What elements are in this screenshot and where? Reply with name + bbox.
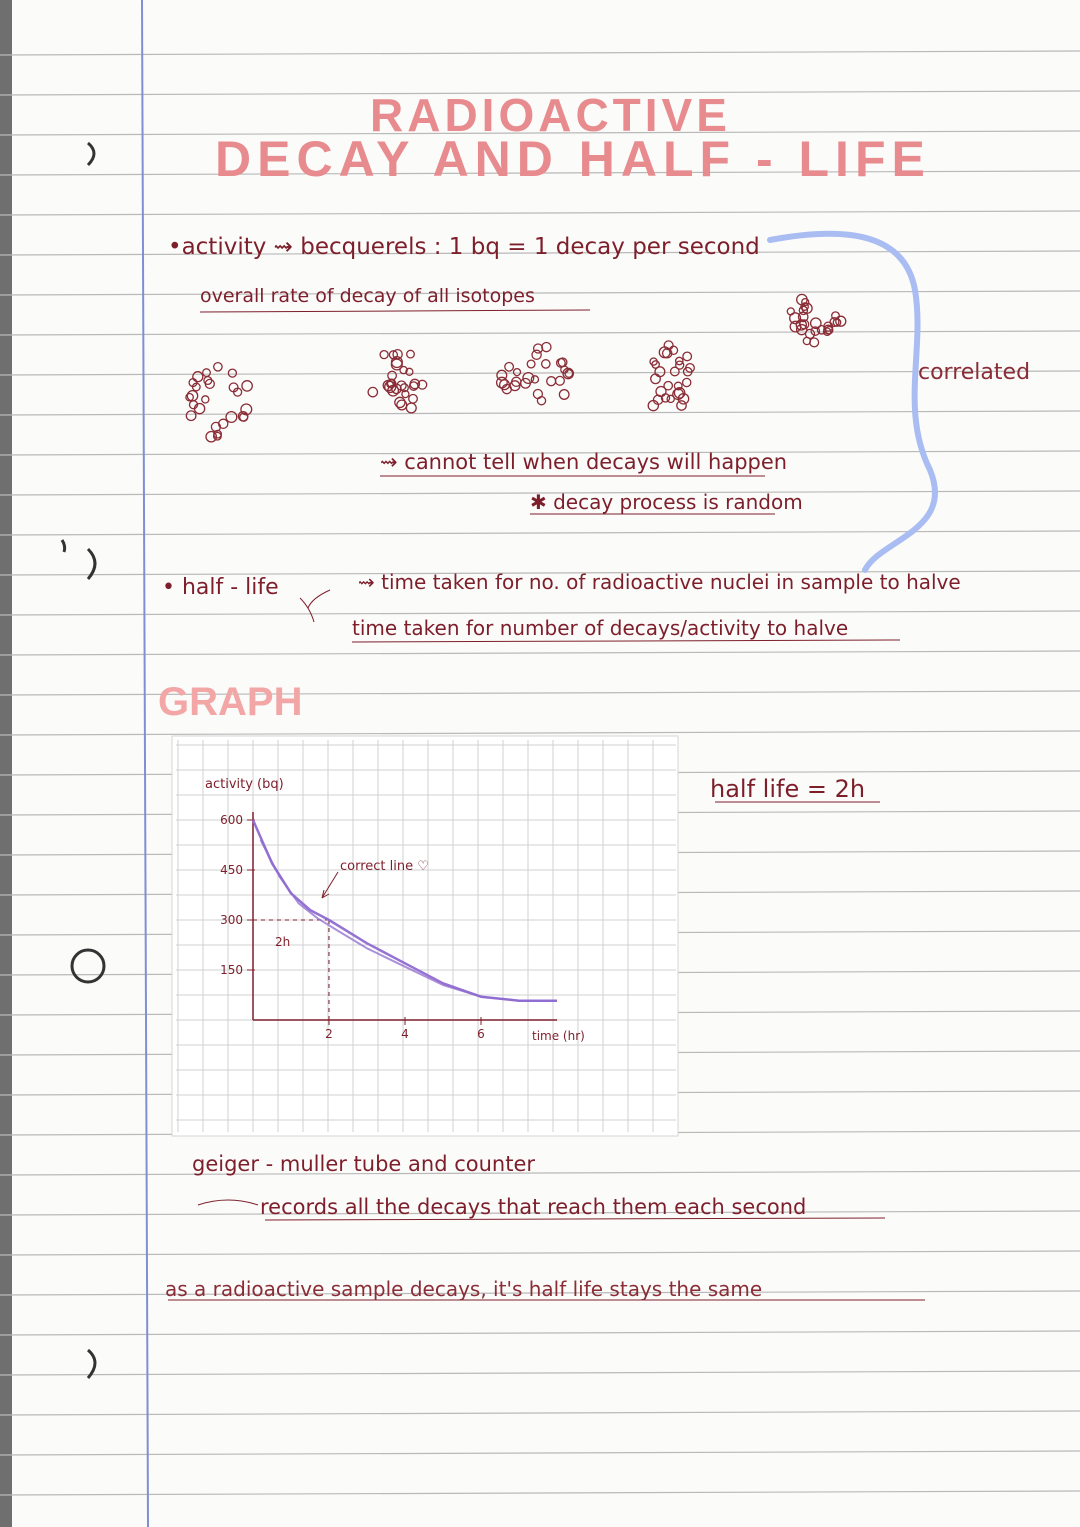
x-tick-label: 6 [477, 1027, 485, 1041]
y-tick-label: 600 [220, 813, 243, 827]
cannot-tell-note: ⇝ cannot tell when decays will happen [380, 450, 788, 474]
half-life-marker-label: 2h [275, 935, 291, 949]
y-tick-label: 150 [220, 963, 243, 977]
half-life-definition-2: time taken for number of decays/activity to halve [352, 616, 849, 640]
activity-subnote: overall rate of decay of all isotopes [200, 285, 535, 307]
x-tick-label: 2 [325, 1027, 333, 1041]
x-tick-label: 4 [401, 1027, 409, 1041]
y-tick-label: 450 [220, 863, 243, 877]
conclusion-note: as a radioactive sample decays, it's half life stays the same [165, 1277, 763, 1301]
x-axis-label: time (hr) [532, 1029, 585, 1043]
graph-heading: GRAPH [158, 680, 303, 724]
half-life-label: • half - life [162, 575, 279, 600]
title-line-1: RADIOACTIVE [370, 89, 731, 141]
geiger-note: geiger - muller tube and counter [192, 1152, 536, 1176]
y-tick-label: 300 [220, 913, 243, 927]
y-axis-label: activity (bq) [205, 777, 284, 792]
activity-note: •activity ⇝ becquerels : 1 bq = 1 decay per second [168, 234, 760, 260]
half-life-definition-1: ⇝ time taken for no. of radioactive nuclei in sample to halve [358, 570, 961, 594]
correlated-note: correlated [918, 360, 1031, 385]
random-note: ✱ decay process is random [530, 490, 803, 514]
correct-line-annotation: correct line ♡ [340, 859, 429, 874]
title-line-2: DECAY AND HALF - LIFE [215, 131, 931, 187]
graph-paper [172, 736, 678, 1136]
half-life-value: half life = 2h [710, 775, 866, 803]
geiger-subnote: records all the decays that reach them each second [260, 1195, 807, 1219]
